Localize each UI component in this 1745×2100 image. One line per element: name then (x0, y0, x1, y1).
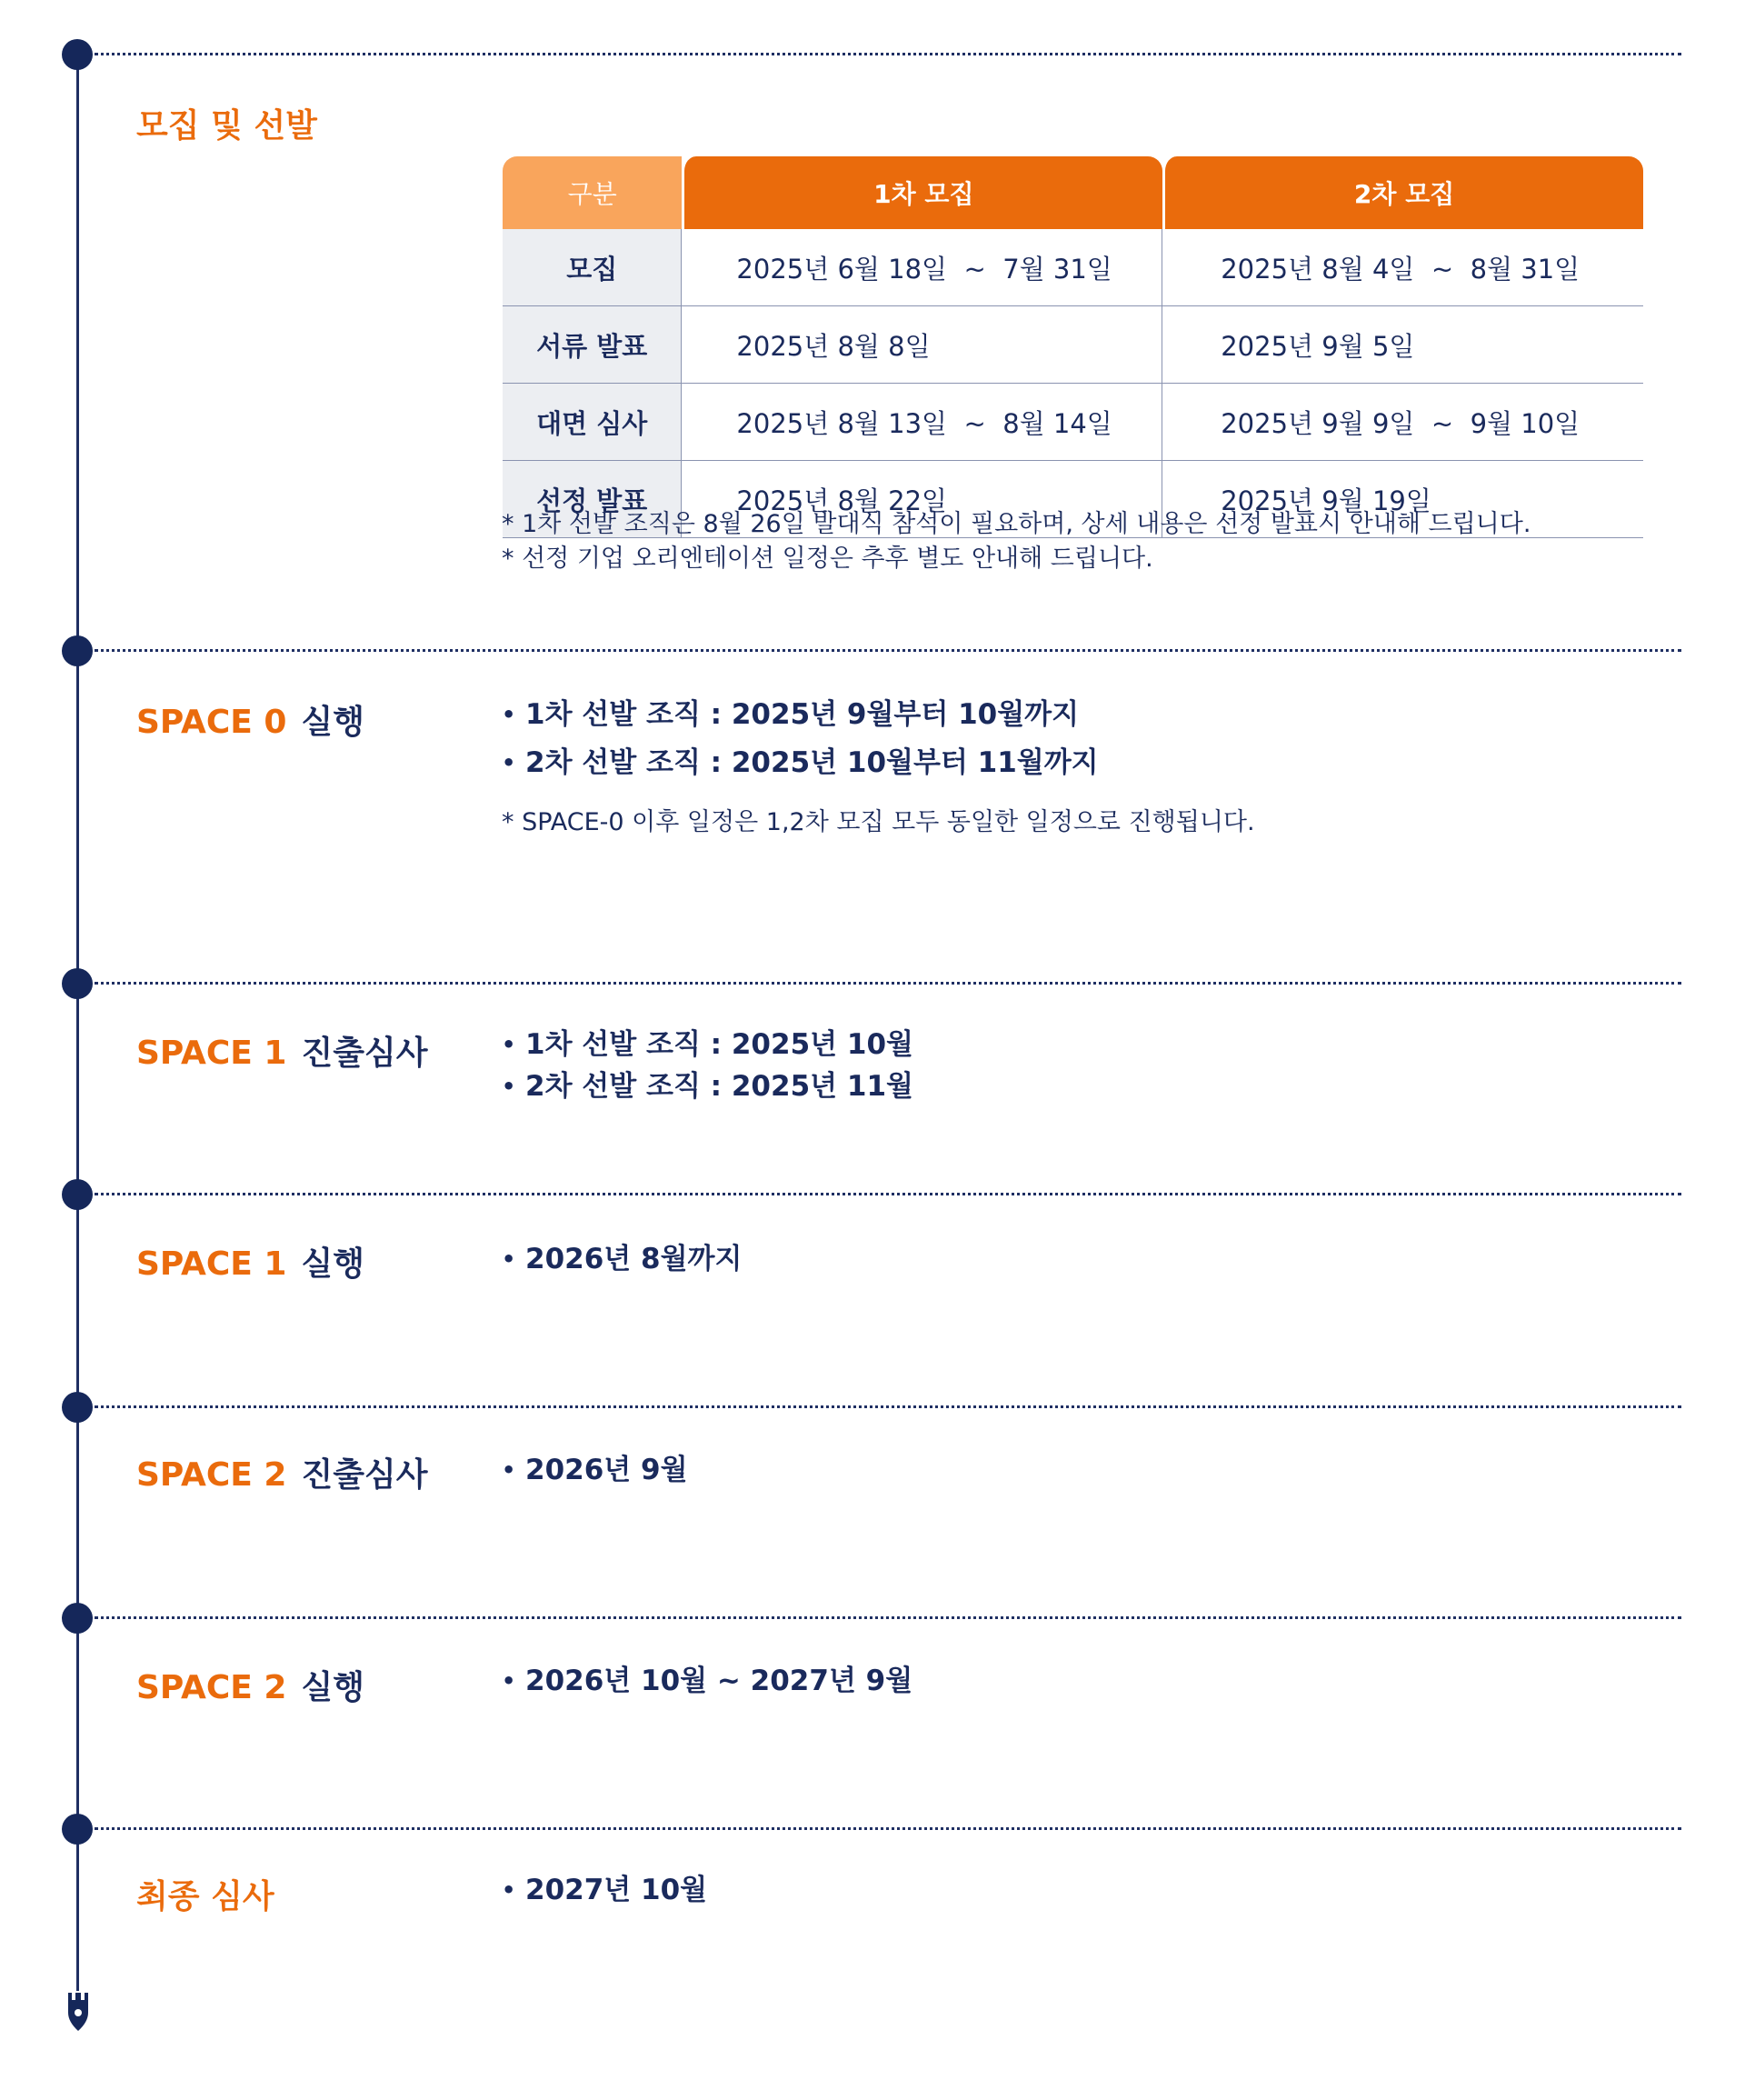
row-label: 대면 심사 (503, 384, 682, 461)
list-item: • 1차 선발 조직 : 2025년 10월 (502, 1024, 913, 1065)
section-divider (95, 1616, 1681, 1619)
section-title (136, 1027, 428, 1074)
section-title (136, 1238, 364, 1285)
section-title (136, 1449, 428, 1495)
round-2-value: 2025년 9월 9일 ~ 9월 10일 (1162, 384, 1643, 461)
section-title-navy: 실행 (301, 1669, 365, 1706)
section-divider (95, 982, 1681, 985)
timeline-dot (62, 968, 93, 999)
header-category: 구분 (503, 156, 682, 229)
section-divider (95, 53, 1681, 55)
row-label: 서류 발표 (503, 306, 682, 384)
timeline-dot (62, 1392, 93, 1423)
section-title-orange: SPACE 1 (136, 1245, 287, 1283)
header-round-2: 2차 모집 (1162, 156, 1643, 229)
section-divider (95, 1827, 1681, 1830)
header-round-1: 1차 모집 (682, 156, 1162, 229)
section-title-navy: 실행 (301, 704, 365, 741)
section-title (136, 1871, 274, 1917)
note-text: * SPACE-0 이후 일정은 1,2차 모집 모두 동일한 일정으로 진행됩니다. (502, 808, 1255, 836)
timeline-dot (62, 1179, 93, 1210)
table-row (503, 384, 1643, 461)
timeline-dot (62, 1603, 93, 1634)
table-row (503, 229, 1643, 306)
list-item: • 2026년 8월까지 (502, 1238, 742, 1280)
bullet-list (502, 1869, 707, 1911)
schedule-table (503, 156, 1643, 538)
list-item: • 2차 선발 조직 : 2025년 10월부터 11월까지 (502, 739, 1099, 787)
note-text: * 선정 기업 오리엔테이션 일정은 추후 별도 안내해 드립니다. (502, 545, 1153, 573)
row-label: 모집 (503, 229, 682, 306)
bullet-list (502, 691, 1099, 787)
section-title-navy: 진출심사 (301, 1456, 428, 1494)
timeline-line (76, 55, 79, 1991)
round-1-value: 2025년 8월 8일 (682, 306, 1162, 384)
list-item: • 2026년 9월 (502, 1449, 688, 1491)
section-divider (95, 649, 1681, 652)
list-item: • 2027년 10월 (502, 1869, 707, 1911)
round-1-value: 2025년 8월 22일 (682, 461, 1162, 538)
round-2-value: 2025년 9월 19일 (1162, 461, 1643, 538)
rocket-icon (64, 1987, 93, 2033)
section-title-orange: 모집 및 선발 (136, 107, 317, 145)
bullet-list (502, 1238, 742, 1280)
list-item: • 2차 선발 조직 : 2025년 11월 (502, 1065, 913, 1107)
section-title-orange: 최종 심사 (136, 1878, 274, 1915)
section-title-orange: SPACE 1 (136, 1035, 287, 1072)
row-label: 선정 발표 (503, 461, 682, 538)
timeline-dot (62, 635, 93, 666)
section-title-navy: 진출심사 (301, 1035, 428, 1072)
list-item: • 1차 선발 조직 : 2025년 9월부터 10월까지 (502, 691, 1099, 739)
section-divider (95, 1193, 1681, 1195)
section-title-orange: SPACE 0 (136, 704, 287, 741)
bullet-list (502, 1449, 688, 1491)
round-2-value: 2025년 9월 5일 (1162, 306, 1643, 384)
timeline-dot (62, 1814, 93, 1845)
section-divider (95, 1405, 1681, 1408)
table-row (503, 306, 1643, 384)
section-title-orange: SPACE 2 (136, 1456, 287, 1494)
section-title (136, 100, 317, 146)
section-title (136, 1662, 364, 1708)
section-title (136, 696, 364, 743)
table-header-row (503, 156, 1643, 229)
note-text: * 1차 선발 조직은 8월 26일 발대식 참석이 필요하며, 상세 내용은 선정 발표시 안내해 드립니다. (502, 510, 1531, 538)
section-title-orange: SPACE 2 (136, 1669, 287, 1706)
bullet-list (502, 1024, 913, 1107)
list-item: • 2026년 10월 ~ 2027년 9월 (502, 1660, 912, 1702)
section-title-navy: 실행 (301, 1245, 365, 1283)
bullet-list (502, 1660, 912, 1702)
round-1-value: 2025년 6월 18일 ~ 7월 31일 (682, 229, 1162, 306)
round-2-value: 2025년 8월 4일 ~ 8월 31일 (1162, 229, 1643, 306)
round-1-value: 2025년 8월 13일 ~ 8월 14일 (682, 384, 1162, 461)
timeline-dot (62, 39, 93, 70)
